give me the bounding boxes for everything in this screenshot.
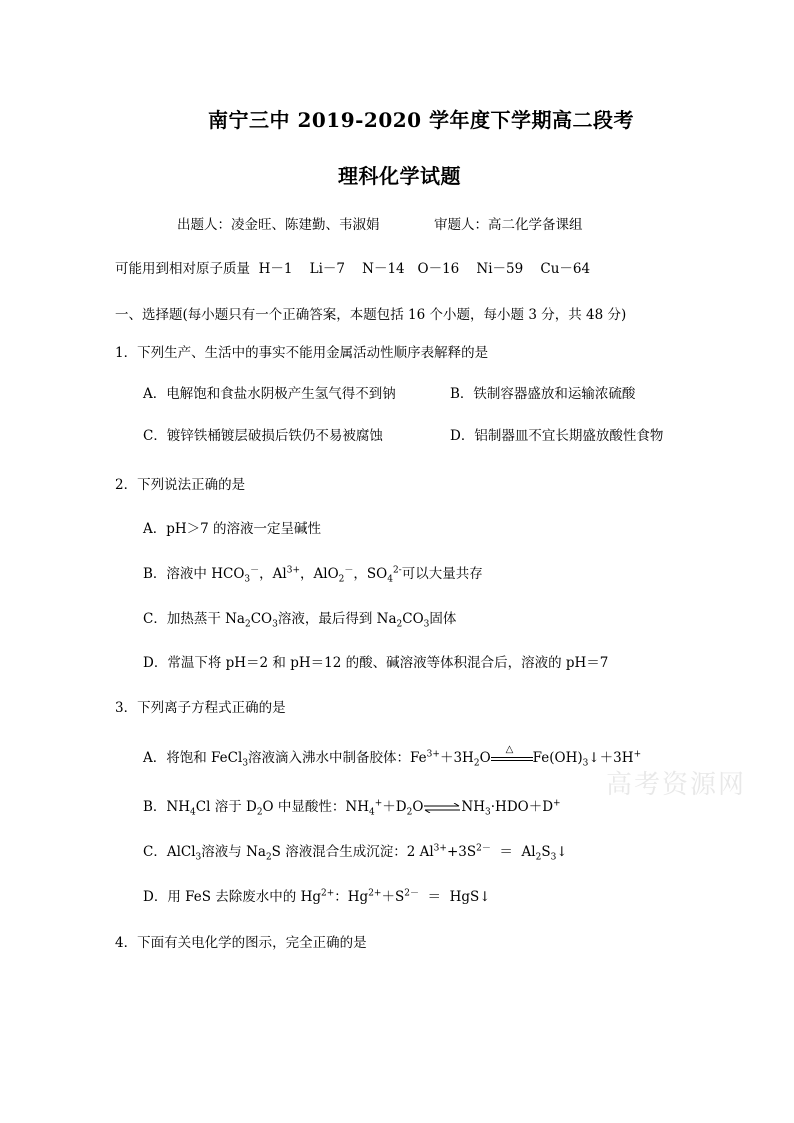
question-3-stem: 3．下列离子方程式正确的是 bbox=[115, 700, 286, 716]
question-3-option-d: D．用 FeS 去除废水中的 $Hg^{2+}$：$Hg^{2+}+S^{2-}$ ＝ HgS↓ bbox=[143, 888, 491, 905]
question-2-option-b: B．溶液中 $HCO_3^-$，$Al^{3+}$，AlO$_2$－，$SO_4^{2-}$可以大量共存 bbox=[143, 565, 483, 585]
exam-subtitle: 理科化学试题 bbox=[338, 164, 461, 188]
exam-title: 南宁三中 2019-2020 学年度下学期高二段考 bbox=[208, 108, 635, 132]
question-1-option-b: B．铁制容器盛放和运输浓硫酸 bbox=[450, 386, 636, 402]
reversible-arrow-icon bbox=[423, 803, 461, 813]
question-3-option-c: C．AlCl$_3$溶液与 $Na_2S$ 溶液混合生成沉淀：2 $Al^{3+}+3S^{2-}$ ＝ $Al_2S_3↓$ bbox=[143, 843, 568, 863]
question-2-stem: 2．下列说法正确的是 bbox=[115, 477, 246, 493]
question-2-option-c: C．加热蒸干 $Na_2CO_3$溶液，最后得到 $Na_2CO_3$固体 bbox=[143, 611, 457, 630]
question-4-stem: 4．下面有关电化学的图示，完全正确的是 bbox=[115, 935, 367, 951]
question-2-option-d: D．常温下将 pH＝2 和 pH＝12 的酸、碱溶液等体积混合后，溶液的 pH＝7 bbox=[143, 655, 609, 671]
atomic-masses: 可能用到相对原子质量 H－1 Li－7 N－14 O－16 Ni－59 Cu－64 bbox=[115, 261, 591, 277]
question-1-option-a: A．电解饱和食盐水阴极产生氢气得不到钠 bbox=[143, 386, 396, 402]
heat-equals-sign: △ bbox=[491, 752, 533, 766]
authors-line: 出题人：凌金旺、陈建勤、韦淑娟 bbox=[177, 217, 380, 233]
question-3-option-a: A．将饱和 FeCl$_3$溶液滴入沸水中制备胶体：$Fe^{3+}+3H_2O$ △ $Fe(OH)_3↓+3H^+$ bbox=[143, 743, 642, 769]
section-heading: 一、选择题(每小题只有一个正确答案，本题包括 16 个小题，每小题 3 分，共 48 分) bbox=[115, 307, 627, 323]
reviewers-line: 审题人：高二化学备课组 bbox=[434, 217, 583, 233]
question-3-option-b: B．$NH_4Cl$ 溶于 $D_2O$ 中显酸性：$NH_4^++D_2O$ $NH_3\cdot HDO+D^+$ bbox=[143, 798, 561, 818]
question-1-option-d: D．铝制器皿不宜长期盛放酸性食物 bbox=[450, 428, 664, 444]
watermark: 高考资源网 bbox=[606, 770, 747, 800]
question-1-stem: 1．下列生产、生活中的事实不能用金属活动性顺序表解释的是 bbox=[115, 345, 489, 361]
question-1-option-c: C．镀锌铁桶镀层破损后铁仍不易被腐蚀 bbox=[143, 428, 383, 444]
question-2-option-a: A．pH＞7 的溶液一定呈碱性 bbox=[143, 521, 322, 537]
